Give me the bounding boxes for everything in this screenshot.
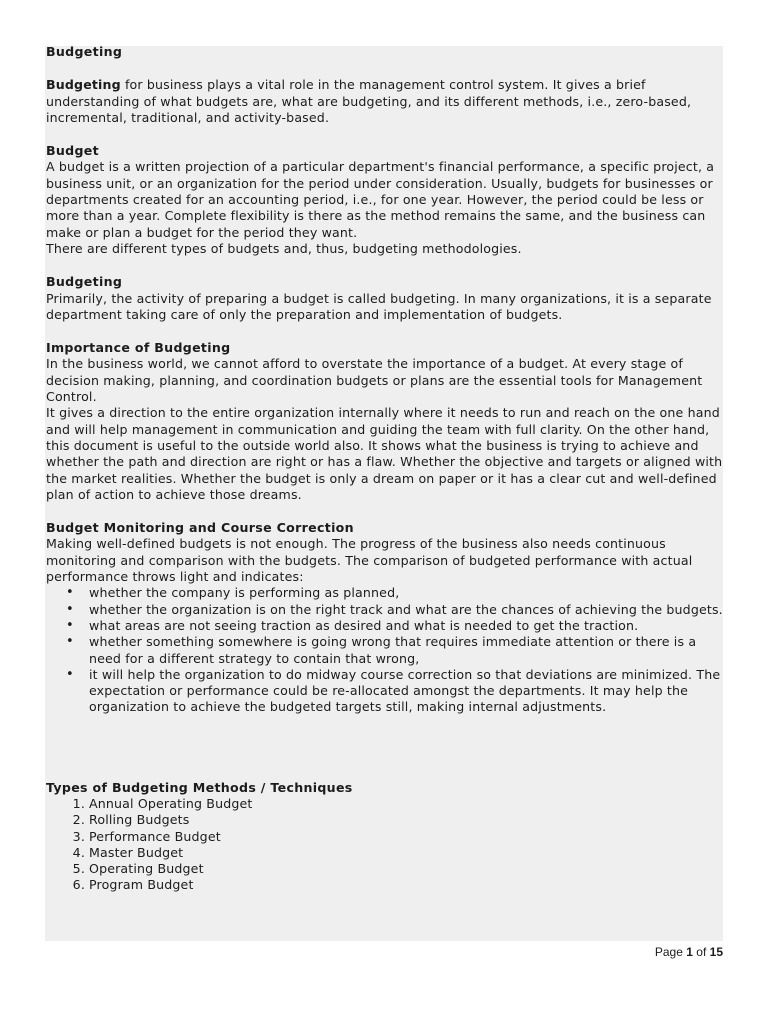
page-word: Page	[654, 945, 683, 959]
list-item	[46, 845, 724, 861]
importance-heading: Importance of Budgeting	[46, 340, 231, 356]
list-label: Rolling Budgets	[89, 812, 190, 828]
budget-paragraph-1: A budget is a written projection of a particular department's financial performance, a specific project, a business unit, or an organization for the period under consideration. Usually, budgets for businesses or departments created for an accounting period, i.e., for one year. However, the period could be less or more than a year. Complete flexibility is there as the method remains the same, and the business can make or plan a budget for the period they want.	[46, 159, 715, 240]
budget-paragraph-2: There are different types of budgets and, thus, budgeting methodologies.	[46, 240, 522, 256]
budget-heading: Budget	[46, 143, 99, 159]
intro-lead: Budgeting	[46, 77, 121, 93]
intro-paragraph	[46, 77, 724, 126]
list-item: • whether the company is performing as planned,	[46, 585, 724, 601]
methods-list	[46, 796, 724, 894]
document-body	[46, 44, 724, 894]
list-number: 1.	[72, 795, 85, 811]
list-item	[46, 877, 724, 893]
list-item	[46, 796, 724, 812]
current-page: 1	[686, 945, 693, 959]
budgeting-heading: Budgeting	[46, 274, 123, 290]
list-label: Annual Operating Budget	[89, 795, 253, 811]
list-number: 6.	[72, 877, 85, 893]
intro-text: for business plays a vital role in the management control system. It gives a brief understanding of what budgets are, what are budgeting, and its different methods, i.e., zero-based, incremental, traditional, and activity-based.	[46, 77, 692, 125]
monitoring-heading: Budget Monitoring and Course Correction	[46, 520, 354, 536]
list-item: • it will help the organization to do midway course correction so that deviations are minimized. The expectation or performance could be re-allocated amongst the departments. It may help the organization to achieve the budgeted targets still, making internal adjustments.	[46, 667, 724, 716]
list-label: Performance Budget	[89, 828, 221, 844]
methods-heading: Types of Budgeting Methods / Techniques	[46, 779, 353, 795]
list-item: • whether the organization is on the right track and what are the chances of achieving the budgets.	[46, 602, 724, 618]
budgeting-paragraph: Primarily, the activity of preparing a budget is called budgeting. In many organizations, it is a separate department taking care of only the preparation and implementation of budgets.	[46, 290, 712, 322]
of-word: of	[696, 945, 707, 959]
total-pages: 15	[709, 945, 723, 959]
list-number: 2.	[72, 812, 85, 828]
list-number: 4.	[72, 844, 85, 860]
list-label: Program Budget	[89, 877, 194, 893]
list-number: 3.	[72, 828, 85, 844]
list-label: Operating Budget	[89, 861, 204, 877]
monitoring-paragraph: Making well-defined budgets is not enough. The progress of the business also needs continuous monitoring and comparison with the budgets. The comparison of budgeted performance with actual performance throws light and indicates:	[46, 536, 693, 585]
list-number: 5.	[72, 861, 85, 877]
page-number-footer	[655, 945, 723, 959]
list-item	[46, 861, 724, 877]
importance-paragraph-2: It gives a direction to the entire organization internally where it needs to run and reach on the one hand and will help management in communication and guiding the team with full clarity. On the other hand, this document is useful to the outside world also. It shows what the business is trying to achieve and whether the path and direction are right or has a flaw. Whether the objective and targets or aligned with the market realities. Whether the budget is only a dream on paper or it has a clear cut and well-defined plan of action to achieve those dreams.	[46, 405, 723, 502]
list-label: Master Budget	[89, 844, 184, 860]
importance-paragraph-1: In the business world, we cannot afford to overstate the importance of a budget. At every stage of decision making, planning, and coordination budgets or plans are the essential tools for Management Control.	[46, 356, 703, 405]
list-item	[46, 812, 724, 828]
list-item: • what areas are not seeing traction as desired and what is needed to get the traction.	[46, 618, 724, 634]
list-item	[46, 829, 724, 845]
monitoring-bullet-list	[46, 585, 724, 715]
document-title: Budgeting	[46, 44, 123, 59]
list-item: • whether something somewhere is going wrong that requires immediate attention or there is a need for a different strategy to contain that wrong,	[46, 634, 724, 667]
